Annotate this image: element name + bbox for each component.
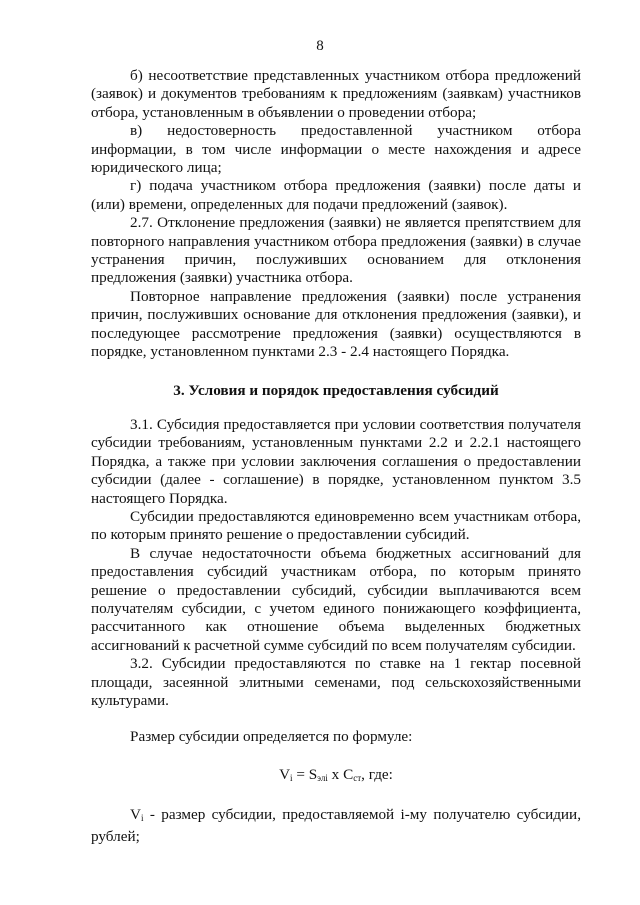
formula-v: V (279, 765, 291, 783)
definition-vi (91, 806, 581, 846)
page-number: 8 (316, 38, 324, 54)
paragraph-2-7: 2.7. Отклонение предложения (заявки) не является препятствием для повторного направления участником отбора предложения (заявки) в случае устранения причин, послуживших основанием для отклонения предложения (заявки) участника отбора. (91, 214, 581, 287)
definition-v-subscript: i (140, 813, 144, 824)
paragraph-g: г) подача участником отбора предложения (заявки) после даты и (или) времени, определенных для подачи предложений (заявок). (91, 177, 581, 213)
definition-v: V (130, 806, 141, 824)
section-3-title: 3. Условия и порядок предоставления субсидий (173, 381, 499, 399)
formula-s-subscript: элi (317, 772, 328, 783)
definition-text: - размер субсидии, предоставляемой i-му получателю субсидии, рублей; (91, 806, 581, 845)
formula-c-subscript: ст (353, 772, 362, 783)
formula-tail: , где: (361, 765, 393, 783)
paragraph-3-2: 3.2. Субсидии предоставляются по ставке на 1 гектар посевной площади, засеянной элитными семенами, под сельскохозяйственными культурами. (91, 655, 581, 709)
paragraph-insufficient-budget: В случае недостаточности объема бюджетных ассигнований для предоставления субсидий участникам отбора, по которым принято решение о предоставлении субсидий, субсидии выплачиваются всем получателям субсидии, с учетом единого понижающего коэффициента, рассчитанного как отношение объема выделенных бюджетных ассигнований к расчетной сумме субсидий по всем получателям субсидии. (91, 544, 581, 654)
formula-equals-s: = S (292, 765, 318, 783)
paragraph-v: в) недостоверность предоставленной участником отбора информации, в том числе информации о месте нахождения и адресе юридического лица; (91, 122, 581, 177)
subsidy-formula (91, 766, 581, 787)
document-body (91, 67, 581, 846)
paragraph-b: б) несоответствие представленных участником отбора предложений (заявок) и документов требованиям к предложениям (заявкам) участников отбора, установленным в объявлении о проведении отбора; (91, 67, 581, 121)
paragraph-3-1: 3.1. Субсидия предоставляется при условии соответствия получателя субсидии требованиям, установленным пунктами 2.2 и 2.2.1 настоящего Порядка, а также при условии заключения соглашения о предоставлении субсидии (далее - соглашение) в порядке, установленном пунктом 3.5 настоящего Порядка. (91, 415, 581, 507)
paragraph-single-payment: Субсидии предоставляются единовременно всем участникам отбора, по которым принято решение о предоставлении субсидий. (91, 507, 581, 544)
paragraph-formula-intro: Размер субсидии определяется по формуле: (130, 728, 413, 746)
paragraph-resubmission: Повторное направление предложения (заявки) после устранения причин, послуживших основание для отклонения предложения (заявки), и последующее рассмотрение предложения (заявки) осуществляются в порядке, установленном пунктами 2.3 - 2.4 настоящего Порядка. (91, 287, 581, 361)
formula-times-c: x C (327, 765, 354, 783)
formula-v-subscript: i (290, 772, 293, 783)
